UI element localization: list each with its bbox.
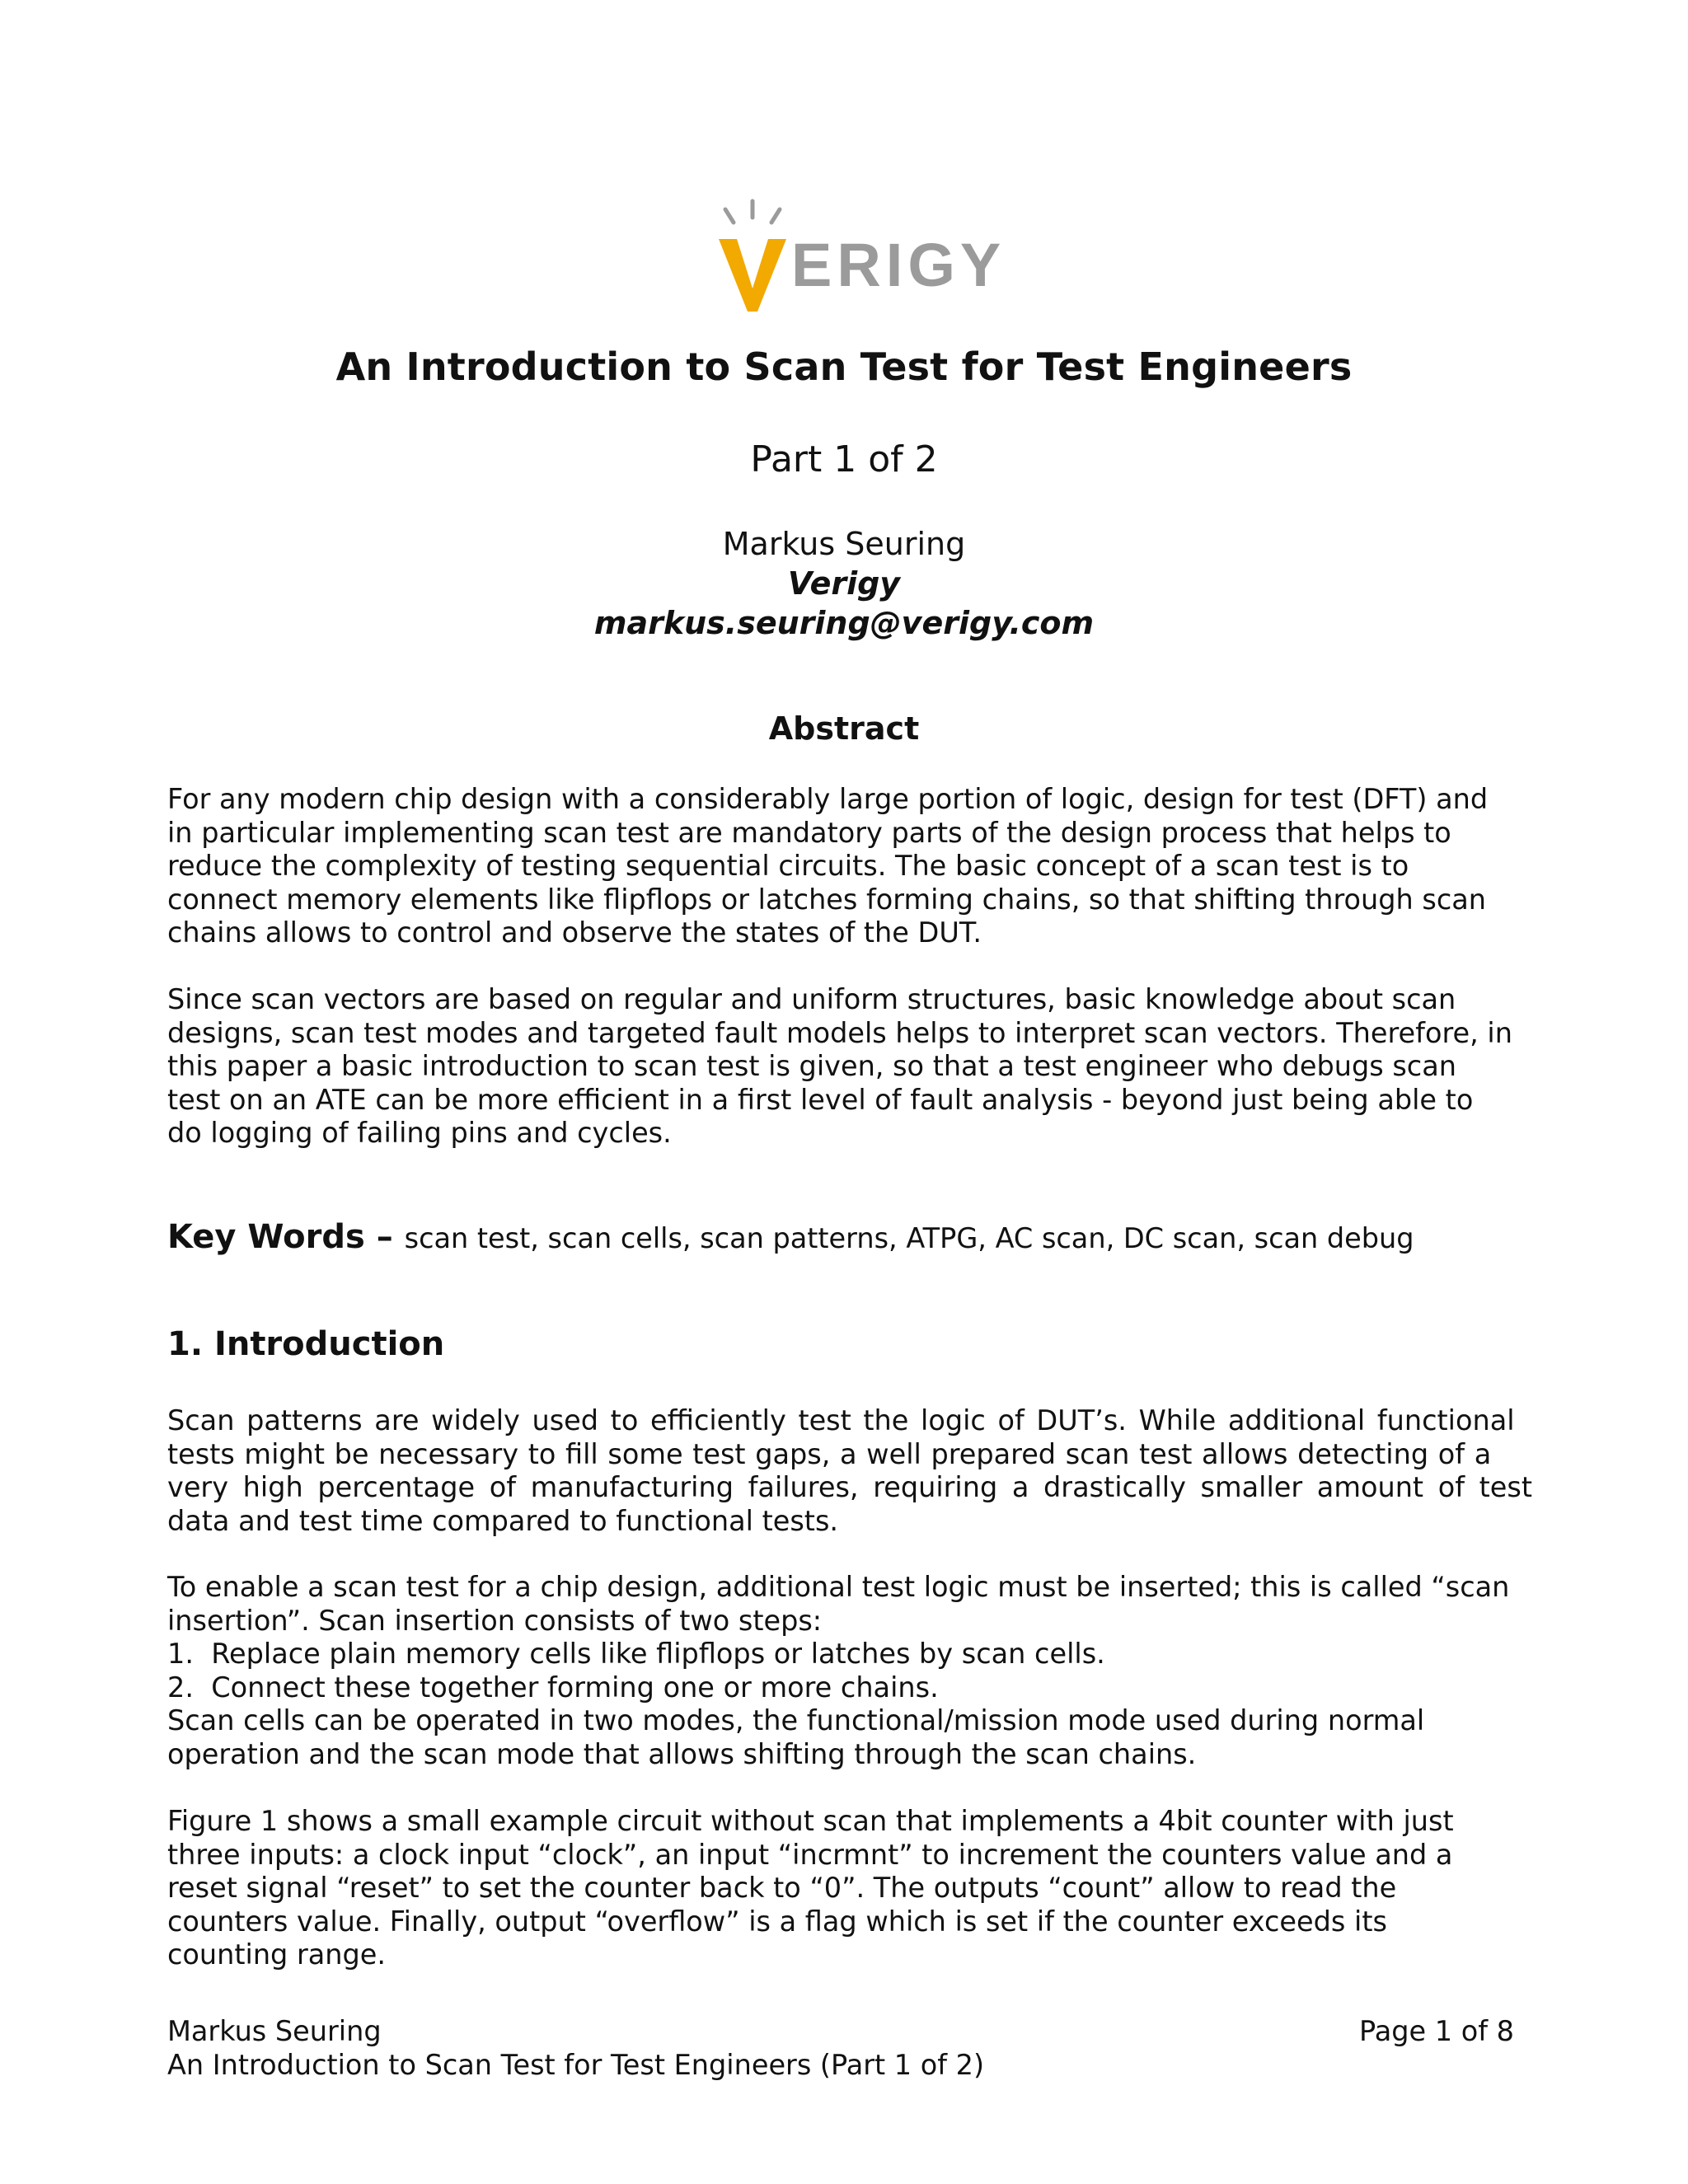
text-line: insertion”. Scan insertion consists of two steps: (167, 1604, 823, 1637)
text-line: operation and the scan mode that allows shifting through the scan chains. (167, 1737, 1197, 1770)
text-line: test on an ATE can be more efficient in a first level of fault analysis - beyond just being able to (167, 1083, 1474, 1116)
text-line: in particular implementing scan test are mandatory parts of the design process that helps to (167, 816, 1451, 849)
text-line: data and test time compared to functional tests. (167, 1504, 839, 1537)
abstract-paragraph-1 (167, 783, 1519, 950)
text-line: this paper a basic introduction to scan test is given, so that a test engineer who debugs scan (167, 1050, 1456, 1082)
keywords-text: scan test, scan cells, scan patterns, ATPG, AC scan, DC scan, scan debug (404, 1222, 1414, 1254)
text-line: Since scan vectors are based on regular and uniform structures, basic knowledge about scan (167, 983, 1456, 1015)
verigy-logo (715, 198, 1006, 313)
text-line: counters value. Finally, output “overflow” is a flag which is set if the counter exceeds its (167, 1905, 1387, 1938)
paper-subtitle: Part 1 of 2 (750, 438, 938, 480)
text-line: counting range. (167, 1938, 387, 1971)
text-line: For any modern chip design with a considerably large portion of logic, design for test (DFT) and (167, 783, 1489, 815)
text-line: Scan patterns are widely used to efficiently test the logic of DUT’s. While additional functional (167, 1404, 1515, 1436)
text-line: chains allows to control and observe the states of the DUT. (167, 916, 982, 949)
intro-paragraph-3 (167, 1805, 1519, 1972)
list-item: 1. Replace plain memory cells like flipflops or latches by scan cells. (167, 1638, 1105, 1670)
paper-title: An Introduction to Scan Test for Test Engineers (335, 344, 1353, 389)
author-block (0, 524, 1688, 643)
abstract-heading: Abstract (768, 710, 920, 747)
abstract-paragraph-2 (167, 983, 1519, 1151)
text-line: reset signal “reset” to set the counter back to “0”. The outputs “count” allow to read the (167, 1872, 1397, 1904)
section-heading-introduction: 1. Introduction (167, 1325, 445, 1363)
text-line: Scan cells can be operated in two modes, the functional/mission mode used during normal (167, 1704, 1425, 1736)
keywords-separator: – (364, 1218, 405, 1256)
author-email: markus.seuring@verigy.com (593, 605, 1095, 641)
text-line: do logging of failing pins and cycles. (167, 1117, 672, 1149)
text-line: reduce the complexity of testing sequential circuits. The basic concept of a scan test is to (167, 850, 1409, 882)
logo-wordmark: ERIGY (791, 231, 1006, 299)
text-line: Figure 1 shows a small example circuit without scan that implements a 4bit counter with just (167, 1805, 1454, 1837)
keywords-line (167, 1218, 1414, 1256)
page-footer (167, 2014, 1514, 2082)
footer-title: An Introduction to Scan Test for Test Engineers (Part 1 of 2) (167, 2049, 985, 2081)
intro-paragraph-2 (167, 1571, 1519, 1771)
footer-page-number: Page 1 of 8 (1359, 2015, 1514, 2047)
v-initial-icon (719, 239, 786, 312)
keywords-label: Key Words (167, 1218, 365, 1256)
verigy-logo-graphic (715, 198, 1006, 313)
text-line: very high percentage of manufacturing failures, requiring a drastically smaller amount of test (167, 1471, 1532, 1503)
text-line: To enable a scan test for a chip design, additional test logic must be inserted; this is called “scan (167, 1571, 1510, 1603)
text-line: connect memory elements like flipflops or latches forming chains, so that shifting through scan (167, 883, 1487, 916)
author-affiliation: Verigy (787, 565, 901, 602)
intro-paragraph-1 (167, 1404, 1532, 1538)
footer-author: Markus Seuring (167, 2015, 382, 2047)
text-line: designs, scan test modes and targeted fault models helps to interpret scan vectors. Therefore, in (167, 1016, 1512, 1049)
text-line: three inputs: a clock input “clock”, an input “incrmnt” to increment the counters value and a (167, 1838, 1453, 1871)
text-line: tests might be necessary to fill some test gaps, a well prepared scan test allows detecting of a (167, 1437, 1492, 1470)
list-item: 2. Connect these together forming one or more chains. (167, 1671, 939, 1704)
author-name: Markus Seuring (722, 526, 966, 562)
